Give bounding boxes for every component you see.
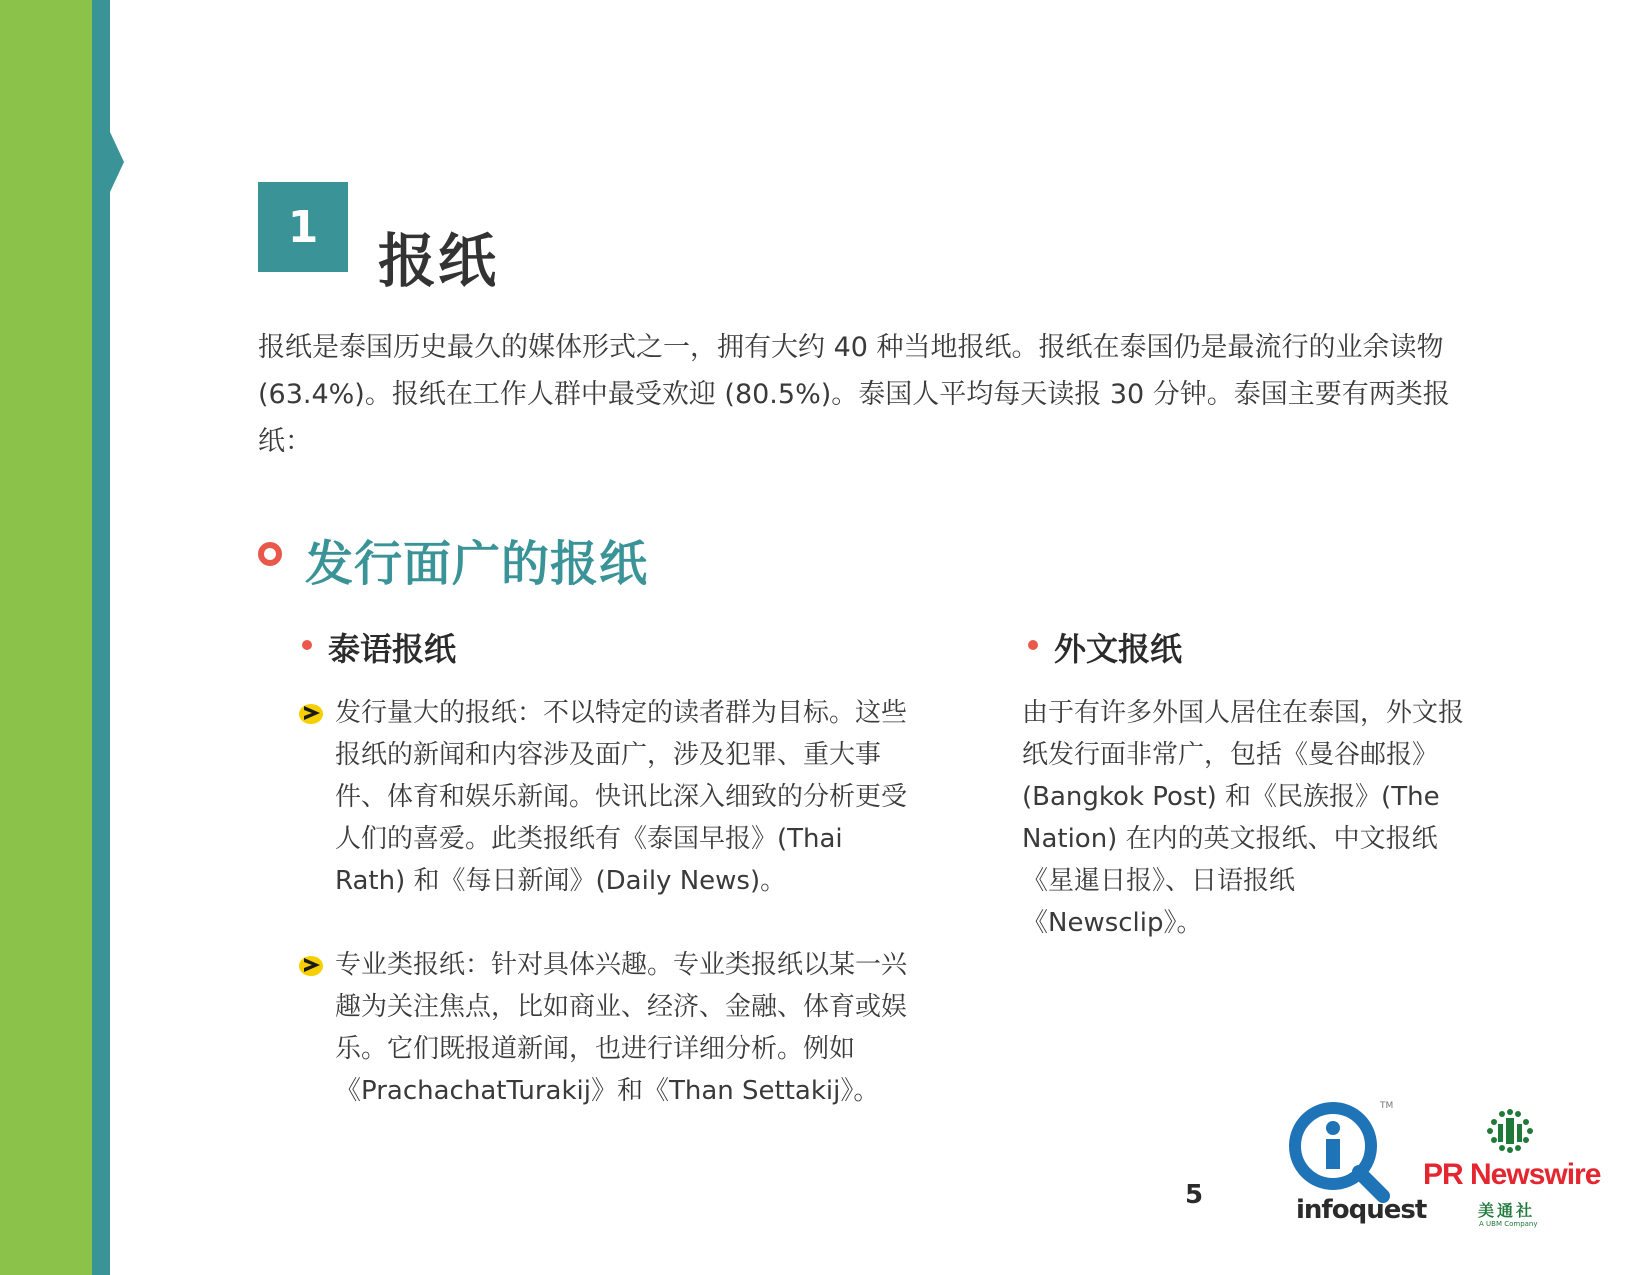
sidebar-green-band — [0, 0, 92, 1275]
right-column-title: 外文报纸 — [1054, 630, 1183, 668]
prnewswire-wordmark: PR Newswire — [1423, 1158, 1601, 1191]
infoquest-wordmark: infoquest — [1296, 1195, 1427, 1225]
intro-paragraph: 报纸是泰国历史最久的媒体形式之一，拥有大约 40 种当地报纸。报纸在泰国仍是最流行的业余读物 (63.4%)。报纸在工作人群中最受欢迎 (80.5%)。泰国人平均每天读报 30 分钟。泰国主要有两类报纸： — [258, 332, 1450, 457]
section-number-box: 1 — [258, 182, 348, 272]
dot-bullet-icon — [1028, 640, 1038, 650]
left-item-1-text: 发行量大的报纸：不以特定的读者群为目标。这些报纸的新闻和内容涉及面广，涉及犯罪、重大事件、体育和娱乐新闻。快讯比深入细致的分析更受人们的喜爱。此类报纸有《泰国早报》(Thai Rath) 和《每日新闻》(Daily News)。 — [335, 698, 908, 896]
prnewswire-globe-icon — [1480, 1108, 1540, 1154]
subsection-title: 发行面广的报纸 — [305, 536, 649, 592]
arrow-bullet-icon — [298, 952, 326, 978]
ring-bullet-icon — [258, 542, 282, 566]
trademark-label: TM — [1380, 1101, 1394, 1111]
page-number: 5 — [1185, 1180, 1204, 1210]
right-column-text: 由于有许多外国人居住在泰国，外文报纸发行面非常广，包括《曼谷邮报》(Bangkok Post) 和《民族报》(The Nation) 在内的英文报纸、中文报纸《星暹日报》、日语报纸《Newsclip》。 — [1022, 698, 1465, 938]
sidebar-teal-band — [92, 0, 110, 1275]
section-title: 报纸 — [378, 227, 499, 295]
sidebar-notch — [110, 132, 124, 192]
prnewswire-chinese-name: 美通社 — [1478, 1201, 1536, 1220]
left-column-title: 泰语报纸 — [328, 630, 457, 668]
prnewswire-tagline: A UBM Company — [1479, 1220, 1538, 1228]
arrow-bullet-icon — [298, 700, 326, 726]
dot-bullet-icon — [302, 640, 312, 650]
left-item-2-text: 专业类报纸：针对具体兴趣。专业类报纸以某一兴趣为关注焦点，比如商业、经济、金融、体育或娱乐。它们既报道新闻，也进行详细分析。例如《PrachachatTurakij》和《Than Settakij》。 — [335, 950, 908, 1106]
